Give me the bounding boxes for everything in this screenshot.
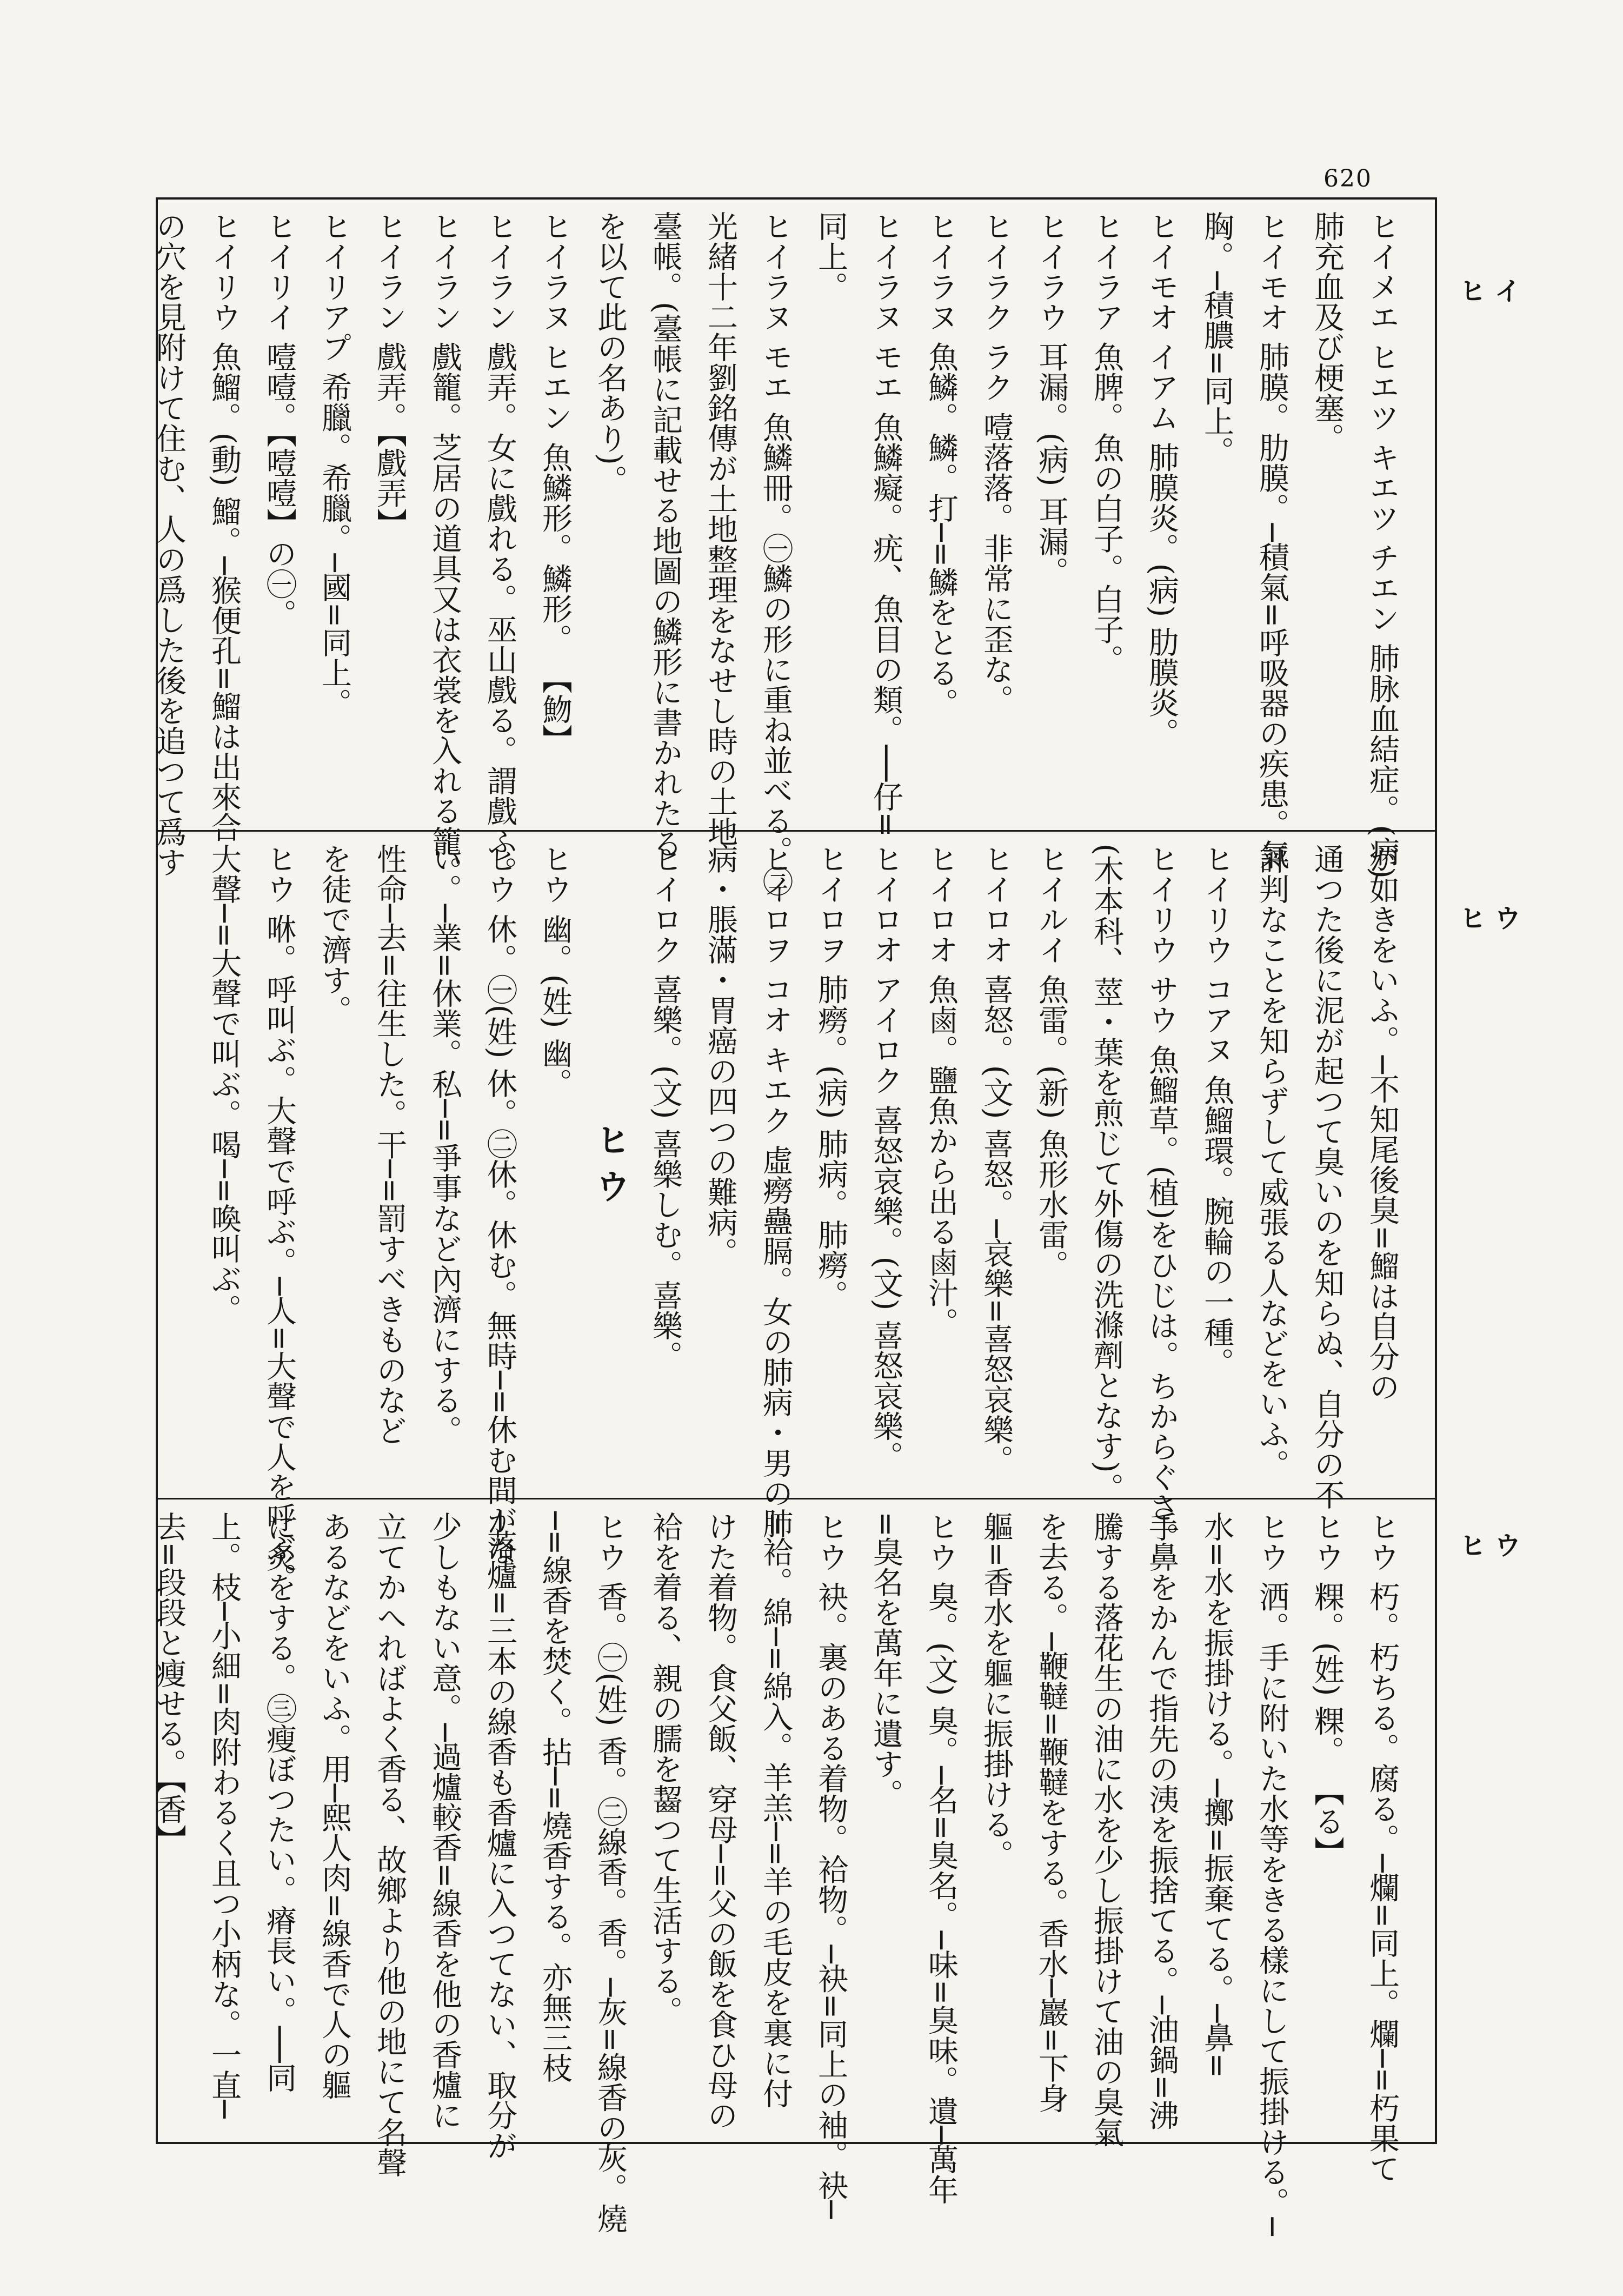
entry-line: 袷を着る、親の臑を齧つて生活する。 — [648, 1511, 683, 2026]
entry-line: あるなどをいふ。用─熙人肉=線香で人の軀 — [317, 1511, 352, 2100]
entry-line: 通つた後に泥が起つて臭いのを知らぬ、自分の不 — [1309, 844, 1345, 1510]
entry-line: ヒイリウ 魚鰡。(動) 鰡。─猴便孔=鰡は出來合 — [207, 211, 242, 842]
entry-line: ヒウ 朽。朽ちる。腐る。─爛=同上。爛─=朽果て — [1365, 1511, 1400, 2184]
entry-line: ヒイロオ 喜怒。(文) 喜怒。─哀樂=喜怒哀樂。 — [979, 844, 1014, 1475]
entry-line: ヒイラヌ モエ 魚鱗癡。疣、魚目の類。──仔= — [868, 211, 903, 837]
entry-line: ヒイラア 魚脾。魚の白子。白子。 — [1089, 211, 1124, 675]
entry-line: ヒイモオ イアム 肺膜炎。(病) 肋膜炎。 — [1144, 211, 1179, 748]
entry-line: ヒイラヌ モエ 魚鱗冊。㊀鱗の形に重ね並べる。㊁ — [758, 211, 793, 897]
entry-line: ヒイラヌ ヒエン 魚鱗形。鱗形。 【魩】 — [537, 211, 573, 755]
entry-line: 騰する落花生の油に水を少し振掛けて油の臭氣 — [1089, 1511, 1124, 2147]
entry-line: ヒウ 幽。(姓) 幽。 — [537, 844, 573, 1099]
column-header-label: ヒ ウ — [1460, 904, 1521, 934]
dictionary-section-3 — [151, 1511, 1406, 2236]
entry-line: ヒウ 袂。裏のある着物。袷物。─袂=同上の袖。袂─ — [813, 1511, 848, 2219]
entry-line: ヒイリウ コアヌ 魚鰡環。腕輪の一種。 — [1199, 844, 1234, 1378]
entry-line: ヒイラク ラク 噎落落。非常に歪な。 — [979, 211, 1014, 715]
section-1-columns — [145, 211, 1406, 897]
entry-line: を去る。─鞭韃=鞭韃をする。香水─巖=下身 — [1034, 1511, 1069, 2114]
entry-line: が如きをいふ。─不知尾後臭=鰡は自分の — [1365, 844, 1400, 1402]
entry-line: 軀=香水を軀に振掛ける。 — [979, 1511, 1014, 1870]
entry-line: 手鼻をかんで指先の洟を振捨てる。─油鍋=沸 — [1144, 1511, 1179, 2131]
entry-line: の穴を見附けて住む、人の爲した後を追つて爲す — [151, 211, 187, 877]
entry-line: ヒウ 洒。手に附いた水等をきる樣にして振掛ける。─ — [1254, 1511, 1289, 2236]
entry-line: 立てかへればよく香る、故鄉より他の地にて名聲 — [372, 1511, 407, 2178]
entry-line: (木本科、莖・葉を煎じて外傷の洗滌劑となす)。 — [1089, 844, 1124, 1503]
entry-line: ヒウ 咻。呼叫ぶ。大聲で呼ぶ。─人=大聲で人を呼ぶ。 — [262, 844, 297, 1594]
entry-line: =袷。綿─=綿入。羊羔─=羊の毛皮を裏に付 — [758, 1511, 793, 2109]
entry-line: ヒイラン 戲弄。女に戲れる。巫山戲る。謂戲ふ。 — [482, 211, 517, 887]
entry-line: 上。枝─小細=肉附わるく且つ小柄な。一直─ — [207, 1511, 242, 2119]
entry-line: ヒウ 香。㊀(姓) 香。㊁線香。香。─灰=線香の灰。燒 — [593, 1511, 628, 2234]
page-number: 620 — [1323, 165, 1372, 193]
entry-line: ヒイロオ アイロク 喜怒哀樂。(文) 喜怒哀樂。 — [868, 844, 903, 1472]
entry-line: 光緒十二年劉銘傳が土地整理をなせし時の土地 — [703, 211, 738, 847]
entry-line: ヒイモオ 肺膜。肋膜。─積氣=呼吸器の疾患。氣 — [1254, 211, 1289, 870]
entry-line: ─=線香を焚く。拈─=燒香する。亦無三枝 — [537, 1511, 573, 2083]
entry-line: ヒイメエ ヒエツ キエツ チエン 肺脉血結症。(病) — [1365, 211, 1400, 879]
dictionary-section-2 — [162, 844, 1406, 1594]
column-header-label: ヒ イ — [1460, 276, 1521, 307]
entry-line: ヒイリイ 噎噎。【噎噎】の㊀。 — [262, 211, 297, 629]
entry-line: ヒイロヲ コオ キエク 虛癆蠱膈。女の肺病・男の肺 — [758, 844, 793, 1539]
dictionary-section-1 — [151, 211, 1406, 897]
entry-line: ヒイラン 戲籠。芝居の道具又は衣裳を入れる籠。 — [427, 211, 462, 887]
section-divider — [156, 830, 1437, 832]
entry-line: 性命─去=往生した。干─=罰すべきものなど — [372, 844, 407, 1446]
entry-line: を徒で濟す。 — [317, 844, 352, 1025]
entry-line: ヒイロヲ 肺癆。(病) 肺病。肺癆。 — [813, 844, 848, 1311]
column-header-label: ヒ ウ — [1460, 1531, 1521, 1561]
entry-line: を以て此の名あり)。 — [593, 211, 628, 495]
entry-line: に炙をする。㊂瘦ぼつたい。瘠長い。──同 — [262, 1511, 297, 2093]
entry-line: ヒウ 粿。(姓) 粿。 【る】 — [1309, 1511, 1345, 1867]
entry-line: 同上。 — [813, 211, 848, 302]
entry-line: =臭名を萬年に遺す。 — [868, 1511, 903, 1809]
entry-line: ヒイラン 戲弄。【戲弄】 — [372, 211, 407, 539]
section-2-columns — [200, 844, 1406, 1594]
section-3-columns — [145, 1511, 1406, 2236]
entry-line: けた着物。食父飯、穿母─=父の飯を食ひ母の — [703, 1511, 738, 2131]
entry-line: 大聲─=大聲で叫ぶ。喝─=喚叫ぶ。 — [207, 844, 242, 1325]
entry-line: ヒイラヌ 魚鱗。鱗。打─=鱗をとる。 — [923, 211, 959, 719]
section-heading: ヒ ウ — [590, 1122, 630, 1204]
entry-line: ヒイロオ 魚鹵。鹽魚から出る鹵汁。 — [923, 844, 959, 1338]
section-divider — [156, 1498, 1437, 1499]
entry-line: 病・脹滿・胃癌の四つの難病。 — [703, 844, 738, 1268]
entry-line: い。─業=休業。私─=爭事など內濟にする。 — [427, 844, 462, 1446]
entry-line: ヒウ 休。㊀(姓) 休。㊁休。休む。無時─=休む間がな — [482, 844, 517, 1566]
entry-line: 臺帳。(臺帳に記載せる地圖の鱗形に書かれたる — [648, 211, 683, 859]
entry-line: ヒイラウ 耳漏。(病) 耳漏。 — [1034, 211, 1069, 587]
entry-line: ヒイロク 喜樂。(文) 喜樂しむ。喜樂。 — [648, 844, 683, 1371]
entry-line: 去=段段と瘦せる。【香】 — [151, 1511, 187, 1855]
entry-line: 水=水を振掛ける。─擲=振棄てる。─鼻= — [1199, 1511, 1234, 2079]
entry-line: ヒイリウ サウ 魚鰡草。(植)をひじは。ちからぐさ。 — [1144, 844, 1179, 1553]
entry-line: ヒウ 臭。(文) 臭。─名=臭名。─味=臭味。遺─萬年 — [923, 1511, 959, 2205]
entry-line: ヒイリアプ 希臘。希臘。─國=同上。 — [317, 211, 352, 719]
entry-line: 胸。─積膿=同上。 — [1199, 211, 1234, 467]
entry-line: ヒイルイ 魚雷。(新) 魚形水雷。 — [1034, 844, 1069, 1280]
entry-line: 肺充血及び梗塞。 — [1309, 211, 1345, 453]
entry-line: 少しもない意。─過爐較香=線香を他の香爐に — [427, 1511, 462, 2131]
entry-line: 評判なことを知らずして威張る人などをいふ。 — [1254, 844, 1289, 1479]
entry-line: ─落爐=三本の線香も香爐に入つてない、取分が — [482, 1511, 517, 2161]
